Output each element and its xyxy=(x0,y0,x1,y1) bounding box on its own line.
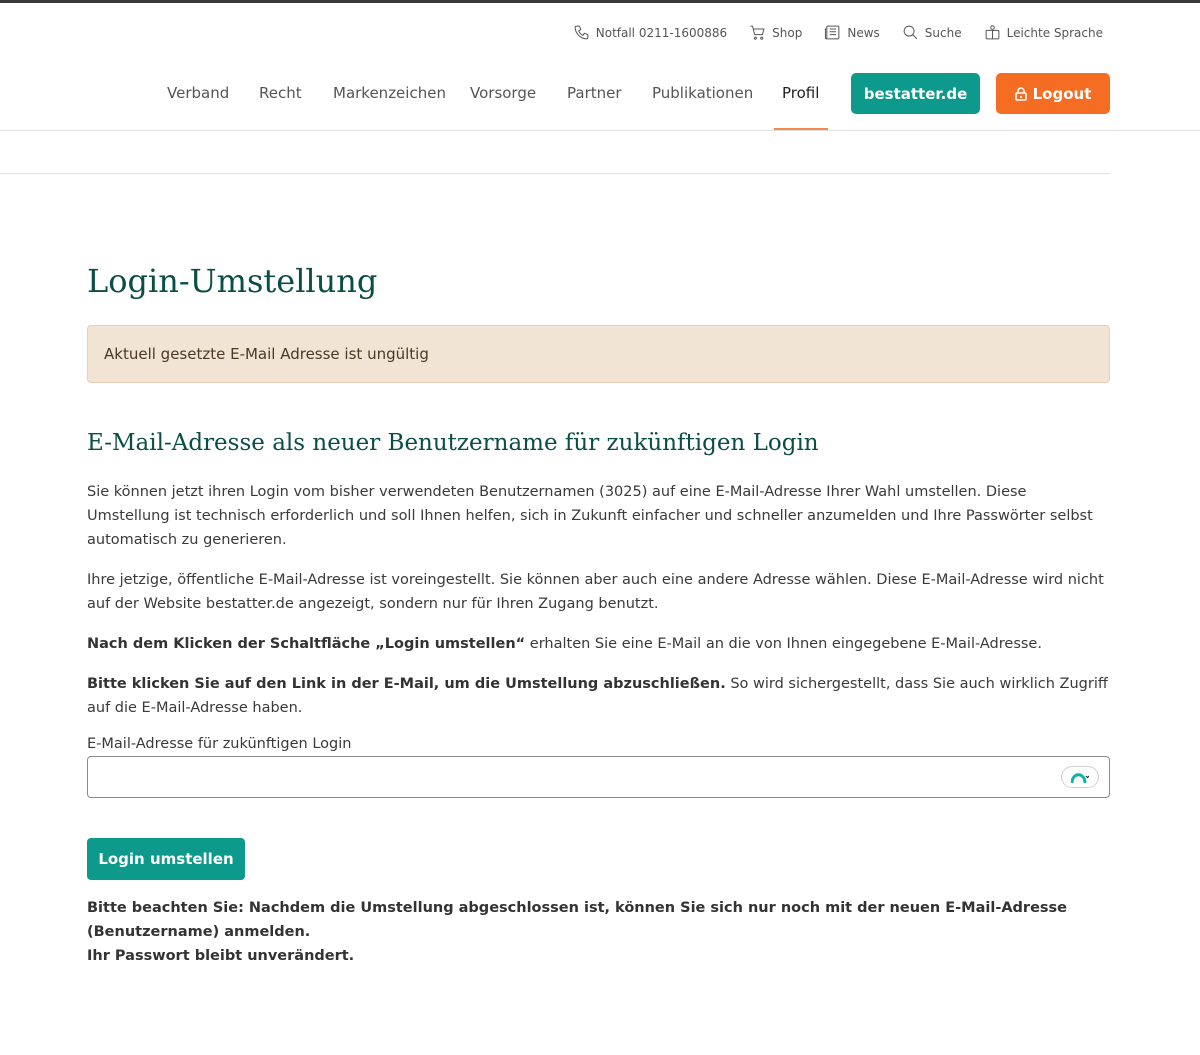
search-icon xyxy=(902,24,919,41)
confirm-info-bold: Bitte klicken Sie auf den Link in der E-Mail, um die Umstellung abzuschließen. xyxy=(87,676,726,692)
search-label: Suche xyxy=(924,25,962,40)
email-field-wrapper xyxy=(87,756,1110,798)
emergency-link[interactable] xyxy=(573,24,727,41)
easy-language-link[interactable] xyxy=(984,24,1103,41)
confirm-info-rest: So wird sichergestellt, dass Sie auch wirklich Zugriff auf die E-Mail-Adresse haben. xyxy=(87,676,1108,716)
lock-icon xyxy=(1015,87,1027,101)
login-umstellen-button[interactable]: Login umstellen xyxy=(87,838,245,880)
password-manager-button[interactable] xyxy=(1061,766,1099,788)
email-field[interactable] xyxy=(88,757,1109,797)
click-info-bold: Nach dem Klicken der Schaltfläche „Login umstellen“ xyxy=(87,636,526,652)
main-nav xyxy=(0,73,1200,131)
phone-icon xyxy=(573,24,590,41)
nav-vorsorge[interactable]: Vorsorge xyxy=(470,84,537,102)
note-line-1: Bitte beachten Sie: Nachdem die Umstellung abgeschlossen ist, können Sie sich nur noch mit der neuen E-Mail-Adresse (Benutzername) anmelden. xyxy=(87,900,1068,940)
email-field-label: E-Mail-Adresse für zukünftigen Login xyxy=(87,736,352,752)
nav-recht[interactable]: Recht xyxy=(259,84,302,102)
nav-publikationen[interactable]: Publikationen xyxy=(652,84,754,102)
password-manager-icon xyxy=(1071,770,1089,784)
section-divider xyxy=(0,173,1110,174)
nav-profil[interactable]: Profil xyxy=(782,84,820,102)
alert-message xyxy=(87,325,1110,383)
intro-paragraph: Sie können jetzt ihren Login vom bisher verwendeten Benutzernamen (3025) auf eine E-Mail-Adresse Ihrer Wahl umstellen. Diese Umstellung ist technisch erforderlich und soll Ihnen helfen, sich in Zukunft einfacher und schneller anzumelden und Ihre Passwörter selbst automatisch zu generieren. xyxy=(87,484,1093,548)
click-info-rest: erhalten Sie eine E-Mail an die von Ihnen eingegebene E-Mail-Adresse. xyxy=(525,636,1042,652)
page-title: Login-Umstellung xyxy=(87,262,378,300)
news-label: News xyxy=(847,25,880,40)
search-link[interactable] xyxy=(902,24,962,41)
newspaper-icon xyxy=(824,24,841,41)
alert-text: Aktuell gesetzte E-Mail Adresse ist ungültig xyxy=(104,345,429,363)
easy-language-label: Leichte Sprache xyxy=(1006,25,1103,40)
nav-partner[interactable]: Partner xyxy=(567,84,622,102)
header-divider xyxy=(0,130,1200,131)
shop-label: Shop xyxy=(772,25,803,40)
logout-button[interactable] xyxy=(996,73,1110,114)
click-info-paragraph xyxy=(87,632,1110,656)
logout-label: Logout xyxy=(1032,84,1092,103)
nav-verband[interactable]: Verband xyxy=(167,84,230,102)
emergency-label: Notfall 0211-1600886 xyxy=(595,25,728,40)
bestatter-button[interactable]: bestatter.de xyxy=(851,73,980,114)
easy-language-icon xyxy=(984,24,1001,41)
utility-nav xyxy=(573,24,1103,41)
section-title: E-Mail-Adresse als neuer Benutzername für zukünftigen Login xyxy=(87,430,819,456)
top-border xyxy=(0,0,1200,3)
nav-markenzeichen[interactable]: Markenzeichen xyxy=(333,84,446,102)
confirm-info-paragraph xyxy=(87,672,1110,720)
cart-icon xyxy=(749,24,766,41)
email-info-paragraph: Ihre jetzige, öffentliche E-Mail-Adresse ist voreingestellt. Sie können aber auch eine andere Adresse wählen. Diese E-Mail-Adresse wird nicht auf der Website bestatter.de angezeigt, sondern nur für Ihren Zugang benutzt. xyxy=(87,572,1104,612)
note-paragraph xyxy=(87,896,1110,968)
main-content xyxy=(87,262,1110,968)
shop-link[interactable] xyxy=(749,24,802,41)
news-link[interactable] xyxy=(824,24,879,41)
note-line-2: Ihr Passwort bleibt unverändert. xyxy=(87,948,355,964)
